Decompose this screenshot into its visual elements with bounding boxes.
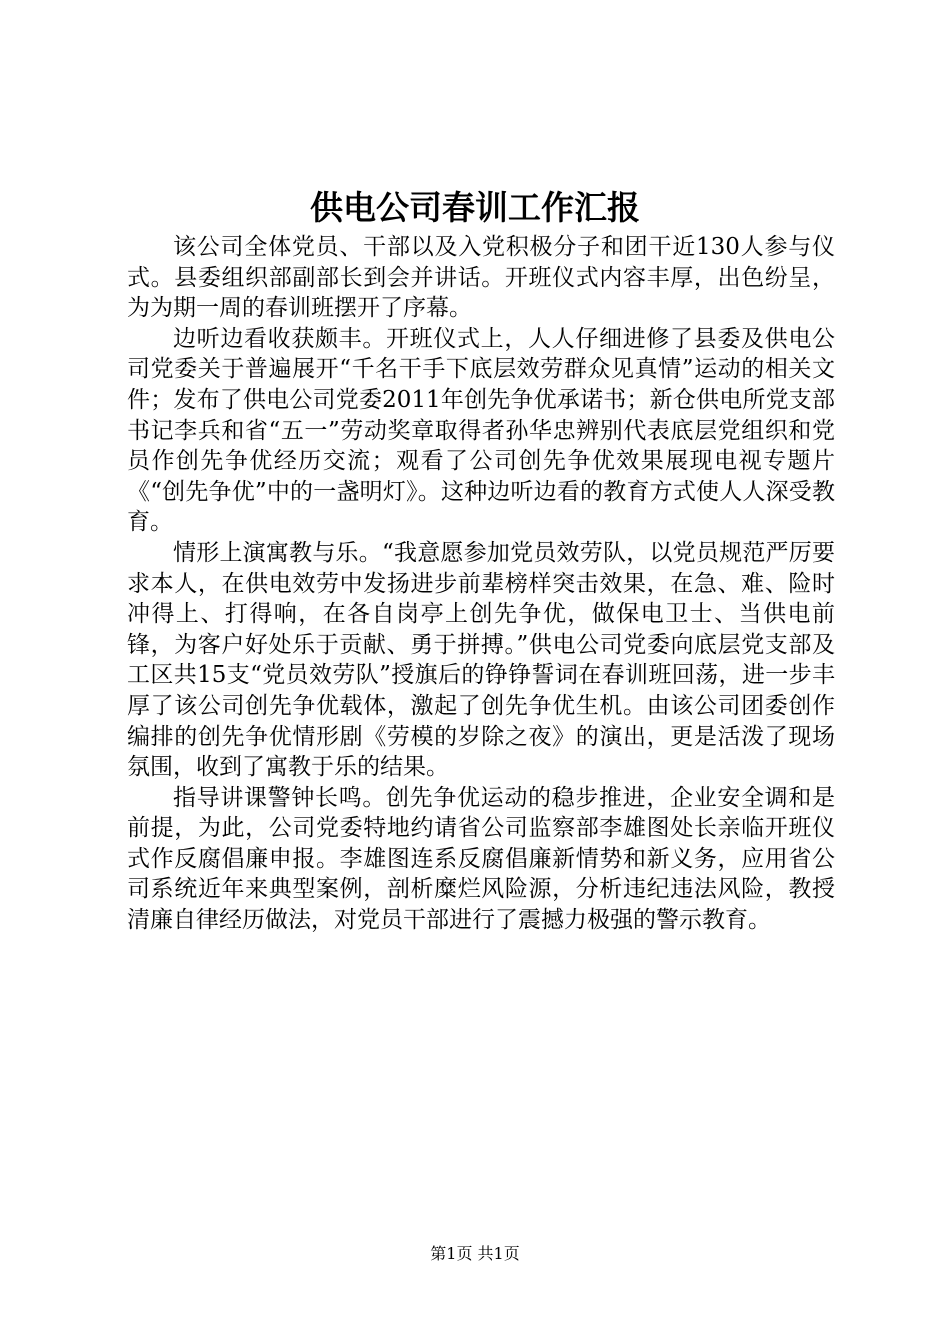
- paragraph: 情形上演寓教与乐。“我意愿参加党员效劳队，以党员规范严厉要求本人，在供电效劳中发扬进步前辈榜样突击效果，在急、难、险时冲得上、打得响，在各自岗亭上创先争优，做保电卫士、当供电前锋，为客户好处乐于贡献、勇于拼搏。”供电公司党委向底层党支部及工区共15支“党员效劳队”授旗后的铮铮誓词在春训班回荡，进一步丰厚了该公司创先争优载体，激起了创先争优生机。由该公司团委创作编排的创先争优情形剧《劳模的岁除之夜》的演出，更是活泼了现场氛围，收到了寓教于乐的结果。: [127, 539, 835, 781]
- page-footer: 第1页 共1页: [430, 1244, 520, 1263]
- paragraph: 该公司全体党员、干部以及入党积极分子和团干近130人参与仪式。县委组织部副部长到会并讲话。开班仪式内容丰厚，出色纷呈，为为期一周的春训班摆开了序幕。: [127, 234, 835, 322]
- paragraph: 指导讲课警钟长鸣。创先争优运动的稳步推进，企业安全调和是前提，为此，公司党委特地约请省公司监察部李雄图处长亲临开班仪式作反腐倡廉申报。李雄图连系反腐倡廉新情势和新义务，应用省公司系统近年来典型案例，剖析糜烂风险源，分析违纪违法风险，教授清廉自律经历做法，对党员干部进行了震撼力极强的警示教育。: [127, 784, 835, 934]
- document-body: [127, 232, 835, 936]
- document-title: 供电公司春训工作汇报: [310, 188, 640, 227]
- paragraph: 边听边看收获颇丰。开班仪式上，人人仔细进修了县委及供电公司党委关于普遍展开“千名干手下底层效劳群众见真情”运动的相关文件；发布了供电公司党委2011年创先争优承诺书；新仓供电所党支部书记李兵和省“五一”劳动奖章取得者孙华忠辨别代表底层党组织和党员作创先争优经历交流；观看了公司创先争优效果展现电视专题片《“创先争优”中的一盏明灯》。这种边听边看的教育方式使人人深受教育。: [127, 325, 835, 536]
